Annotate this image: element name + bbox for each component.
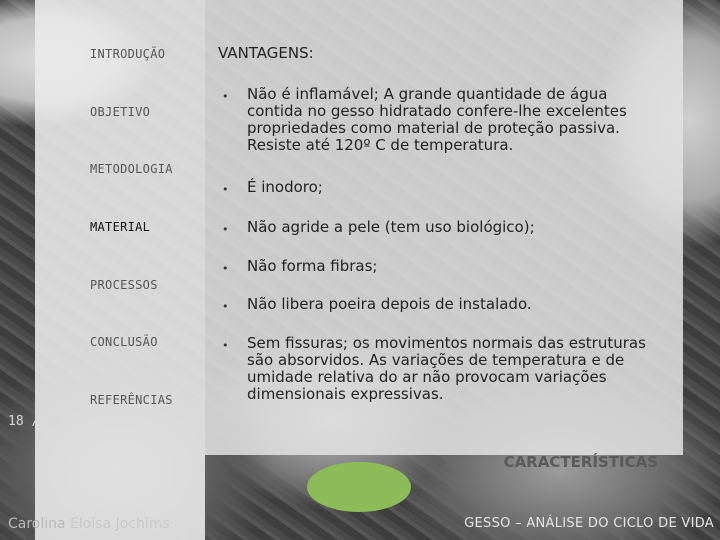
list-item: Sem fissuras; os movimentos normais das estruturas são absorvidos. As variações de temperatura e de umidade relativa do ar não provocam variações dimensionais expressivas.: [247, 334, 646, 403]
author-last-name: Eloisa Jochims: [65, 516, 170, 532]
bullet-icon: •: [222, 223, 229, 236]
list-item: Não é inflamável; A grande quantidade de água contida no gesso hidratado confere-lhe excelentes propriedades como material de proteção passiva. Resiste até 120º C de temperatura.: [247, 85, 627, 154]
green-oval-shape: [307, 462, 411, 512]
section-title: CARACTERÍSTICAS: [503, 453, 658, 471]
nav-item-introducao[interactable]: INTRODUÇÃO: [90, 47, 166, 61]
list-item: Não libera poeira depois de instalado.: [247, 295, 532, 313]
slide-heading: VANTAGENS:: [218, 44, 314, 62]
nav-item-conclusao[interactable]: CONCLUSÃO: [90, 335, 158, 349]
nav-item-material[interactable]: MATERIAL: [90, 220, 151, 234]
author-first-name: Carolina: [8, 516, 66, 532]
nav-item-metodologia[interactable]: METODOLOGIA: [90, 162, 173, 176]
bullet-icon: •: [222, 300, 229, 313]
presentation-title: GESSO – ANÁLISE DO CICLO DE VIDA: [464, 516, 714, 531]
bullet-icon: •: [222, 183, 229, 196]
navigation-panel: [35, 0, 205, 540]
list-item: Não agride a pele (tem uso biológico);: [247, 218, 535, 236]
list-item: Não forma fibras;: [247, 257, 378, 275]
bullet-icon: •: [222, 262, 229, 275]
nav-item-processos[interactable]: PROCESSOS: [90, 278, 158, 292]
bullet-icon: •: [222, 90, 229, 103]
page-counter: 18 / 40: [8, 414, 63, 429]
list-item: É inodoro;: [247, 178, 323, 196]
nav-item-referencias[interactable]: REFERÊNCIAS: [90, 393, 173, 407]
author-name: [8, 516, 170, 532]
nav-item-objetivo[interactable]: OBJETIVO: [90, 105, 151, 119]
bullet-icon: •: [222, 339, 229, 352]
